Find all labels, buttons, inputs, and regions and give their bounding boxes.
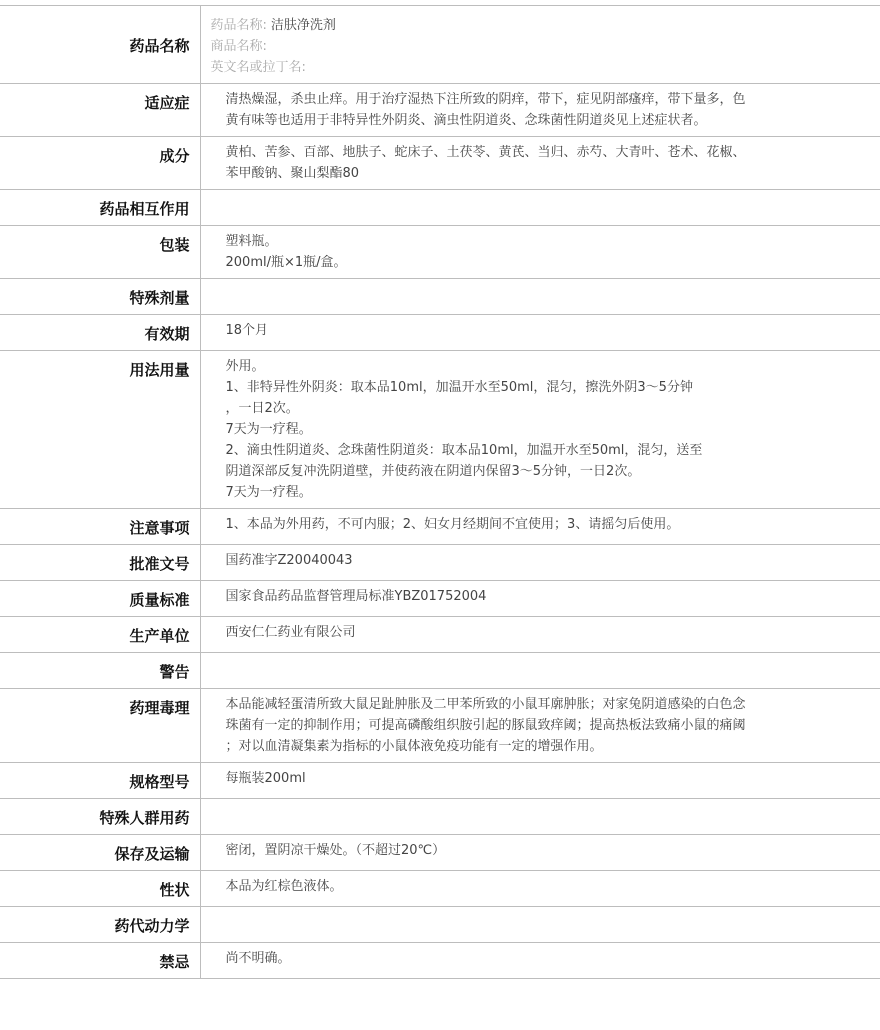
value-line: ，一日2次。 — [225, 401, 299, 416]
row-label: 特殊人群用药 — [0, 799, 200, 835]
drug-name-line — [211, 15, 880, 36]
row-label: 药品相互作用 — [0, 190, 200, 226]
drug-spec-table — [0, 5, 880, 979]
spec-row — [0, 226, 880, 279]
value-line: 阴道深部反复冲洗阴道壁，并使药液在阴道内保留3～5分钟，一日2次。 — [225, 464, 641, 479]
value-line: 尚不明确。 — [225, 951, 291, 966]
spec-row — [0, 351, 880, 509]
row-label: 质量标准 — [0, 581, 200, 617]
value-line: 国药准字Z20040043 — [225, 553, 353, 568]
value-line: 本品能减轻蛋清所致大鼠足趾肿胀及二甲苯所致的小鼠耳廓肿胀；对家兔阴道感染的白色念 — [225, 697, 746, 712]
trade-name-key: 商品名称: — [210, 39, 267, 54]
value-line: 密闭，置阴凉干燥处。（不超过20℃） — [225, 843, 446, 858]
row-label: 警告 — [0, 653, 200, 689]
row-value — [200, 907, 880, 943]
row-value — [200, 6, 880, 84]
value-line: 珠菌有一定的抑制作用；可提高磷酸组织胺引起的豚鼠致痒阈；提高热板法致痛小鼠的痛阈 — [225, 718, 746, 733]
value-line: 本品为红棕色液体。 — [225, 879, 343, 894]
spec-row — [0, 315, 880, 351]
row-label: 生产单位 — [0, 617, 200, 653]
drug-name-key: 药品名称: — [210, 18, 267, 33]
drug-spec-table-body — [0, 6, 880, 979]
row-value — [200, 763, 880, 799]
row-label: 有效期 — [0, 315, 200, 351]
row-label: 用法用量 — [0, 351, 200, 509]
spec-row — [0, 190, 880, 226]
row-label: 药代动力学 — [0, 907, 200, 943]
spec-row — [0, 763, 880, 799]
value-line: 200ml/瓶×1瓶/盒。 — [225, 255, 347, 270]
value-line: 塑料瓶。 — [225, 234, 278, 249]
trade-name-line — [211, 36, 880, 57]
row-value — [200, 835, 880, 871]
spec-row — [0, 581, 880, 617]
row-label: 包装 — [0, 226, 200, 279]
row-label: 药品名称 — [0, 6, 200, 84]
row-value — [200, 581, 880, 617]
value-line: 苯甲酸钠、聚山梨酯80 — [225, 166, 360, 181]
spec-row — [0, 279, 880, 315]
row-value — [200, 509, 880, 545]
english-name-key: 英文名或拉丁名: — [210, 60, 306, 75]
spec-row — [0, 137, 880, 190]
spec-row — [0, 617, 880, 653]
row-label: 药理毒理 — [0, 689, 200, 763]
row-label: 禁忌 — [0, 943, 200, 979]
row-value — [200, 315, 880, 351]
row-value — [200, 226, 880, 279]
row-value — [200, 871, 880, 907]
row-value — [200, 653, 880, 689]
value-line: 7天为一疗程。 — [225, 422, 312, 437]
row-label: 规格型号 — [0, 763, 200, 799]
row-value — [200, 190, 880, 226]
spec-row — [0, 653, 880, 689]
value-line: 国家食品药品监督管理局标准YBZ01752004 — [225, 589, 487, 604]
spec-row — [0, 84, 880, 137]
row-label: 性状 — [0, 871, 200, 907]
value-line: ；对以血清凝集素为指标的小鼠体液免疫功能有一定的增强作用。 — [225, 739, 603, 754]
value-line: 西安仁仁药业有限公司 — [225, 625, 356, 640]
spec-row — [0, 907, 880, 943]
value-line: 外用。 — [225, 359, 265, 374]
spec-row — [0, 545, 880, 581]
value-line: 1、非特异性外阴炎：取本品10ml，加温开水至50ml，混匀，擦洗外阴3～5分钟 — [225, 380, 693, 395]
row-drug-name — [0, 6, 880, 84]
row-label: 适应症 — [0, 84, 200, 137]
value-line: 黄柏、苦参、百部、地肤子、蛇床子、土茯苓、黄芪、当归、赤芍、大青叶、苍术、花椒、 — [225, 145, 746, 160]
row-label: 成分 — [0, 137, 200, 190]
spec-row — [0, 509, 880, 545]
english-name-line — [211, 57, 880, 78]
value-line: 18个月 — [225, 323, 269, 338]
value-line: 7天为一疗程。 — [225, 485, 312, 500]
spec-row — [0, 689, 880, 763]
row-label: 特殊剂量 — [0, 279, 200, 315]
row-value — [200, 799, 880, 835]
row-value — [200, 351, 880, 509]
spec-row — [0, 835, 880, 871]
value-line: 每瓶装200ml — [225, 771, 306, 786]
value-line: 1、本品为外用药，不可内服；2、妇女月经期间不宜使用；3、请摇匀后使用。 — [225, 517, 680, 532]
value-line: 2、滴虫性阴道炎、念珠菌性阴道炎：取本品10ml，加温开水至50ml，混匀，送至 — [225, 443, 703, 458]
spec-row — [0, 799, 880, 835]
value-line: 清热燥湿，杀虫止痒。用于治疗湿热下注所致的阴痒，带下，症见阴部瘙痒，带下量多，色 — [225, 92, 746, 107]
row-value — [200, 279, 880, 315]
row-value — [200, 689, 880, 763]
row-label: 注意事项 — [0, 509, 200, 545]
drug-name-value: 洁肤净洗剂 — [270, 18, 336, 33]
spec-row — [0, 943, 880, 979]
row-value — [200, 545, 880, 581]
row-label: 保存及运输 — [0, 835, 200, 871]
value-line: 黄有味等也适用于非特异性外阴炎、滴虫性阴道炎、念珠菌性阴道炎见上述症状者。 — [225, 113, 707, 128]
row-value — [200, 137, 880, 190]
row-value — [200, 617, 880, 653]
row-label: 批准文号 — [0, 545, 200, 581]
row-value — [200, 84, 880, 137]
spec-row — [0, 871, 880, 907]
row-value — [200, 943, 880, 979]
